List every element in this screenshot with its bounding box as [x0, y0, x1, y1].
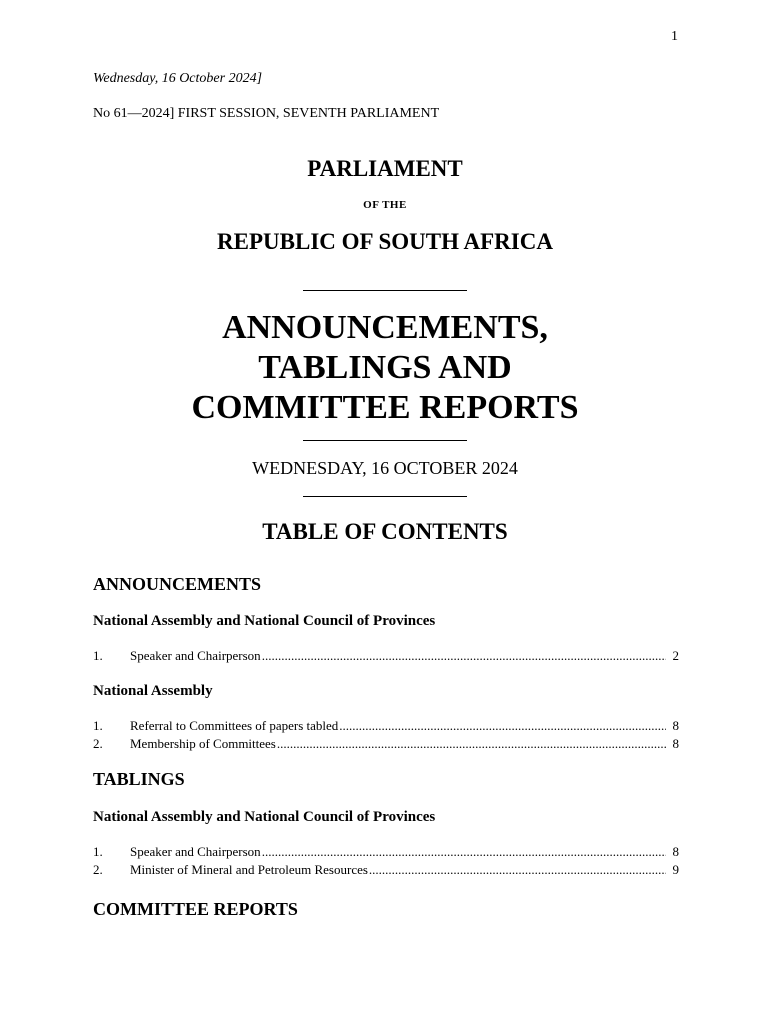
divider-rule — [303, 440, 467, 441]
toc-entry-text: Referral to Committees of papers tabled — [130, 718, 339, 733]
document-date: WEDNESDAY, 16 OCTOBER 2024 — [252, 458, 518, 478]
toc-entry-page: 2 — [672, 648, 679, 663]
toc-entry-number: 2. — [93, 862, 103, 877]
toc-entry[interactable] — [93, 648, 679, 666]
title-line-3: COMMITTEE REPORTS — [191, 389, 579, 426]
toc-entry-page: 8 — [672, 844, 679, 859]
toc-entry-number: 1. — [93, 718, 103, 733]
parliament-heading: PARLIAMENT — [307, 156, 463, 181]
header-date: Wednesday, 16 October 2024] — [93, 71, 263, 86]
dot-leader — [339, 718, 666, 734]
announcements-na-heading: National Assembly — [93, 683, 213, 699]
toc-entry-page: 9 — [672, 862, 679, 877]
toc-entry-text: Membership of Committees — [130, 736, 276, 751]
republic-heading: REPUBLIC OF SOUTH AFRICA — [217, 229, 553, 254]
divider-rule — [303, 496, 467, 497]
divider-rule — [303, 290, 467, 291]
dot-leader — [277, 736, 666, 752]
announcements-heading: ANNOUNCEMENTS — [93, 574, 262, 594]
document-title — [0, 308, 770, 428]
toc-entry[interactable] — [93, 736, 679, 754]
title-line-1: ANNOUNCEMENTS, — [222, 309, 548, 346]
of-the-heading: OF THE — [363, 199, 407, 211]
dot-leader — [369, 862, 666, 878]
toc-entry[interactable] — [93, 718, 679, 736]
announcements-nanc-heading: National Assembly and National Council of Provinces — [93, 613, 436, 629]
dot-leader — [262, 844, 666, 860]
toc-entry-text: Minister of Mineral and Petroleum Resources — [130, 862, 368, 877]
toc-title: TABLE OF CONTENTS — [262, 519, 508, 544]
toc-entry-page: 8 — [672, 718, 679, 733]
toc-entry-number: 2. — [93, 736, 103, 751]
toc-entry-number: 1. — [93, 844, 103, 859]
page-number: 1 — [671, 29, 678, 44]
toc-entry-page: 8 — [672, 736, 679, 751]
toc-entry[interactable] — [93, 862, 679, 880]
toc-entry-text: Speaker and Chairperson — [130, 844, 261, 859]
title-line-2: TABLINGS AND — [258, 349, 512, 386]
session-line: No 61—2024] FIRST SESSION, SEVENTH PARLIAMENT — [93, 106, 440, 121]
toc-entry-text: Speaker and Chairperson — [130, 648, 261, 663]
dot-leader — [262, 648, 666, 664]
toc-entry-number: 1. — [93, 648, 103, 663]
tablings-heading: TABLINGS — [93, 769, 185, 789]
toc-entry[interactable] — [93, 844, 679, 862]
committee-reports-heading: COMMITTEE REPORTS — [93, 899, 298, 919]
tablings-nanc-heading: National Assembly and National Council of Provinces — [93, 809, 436, 825]
